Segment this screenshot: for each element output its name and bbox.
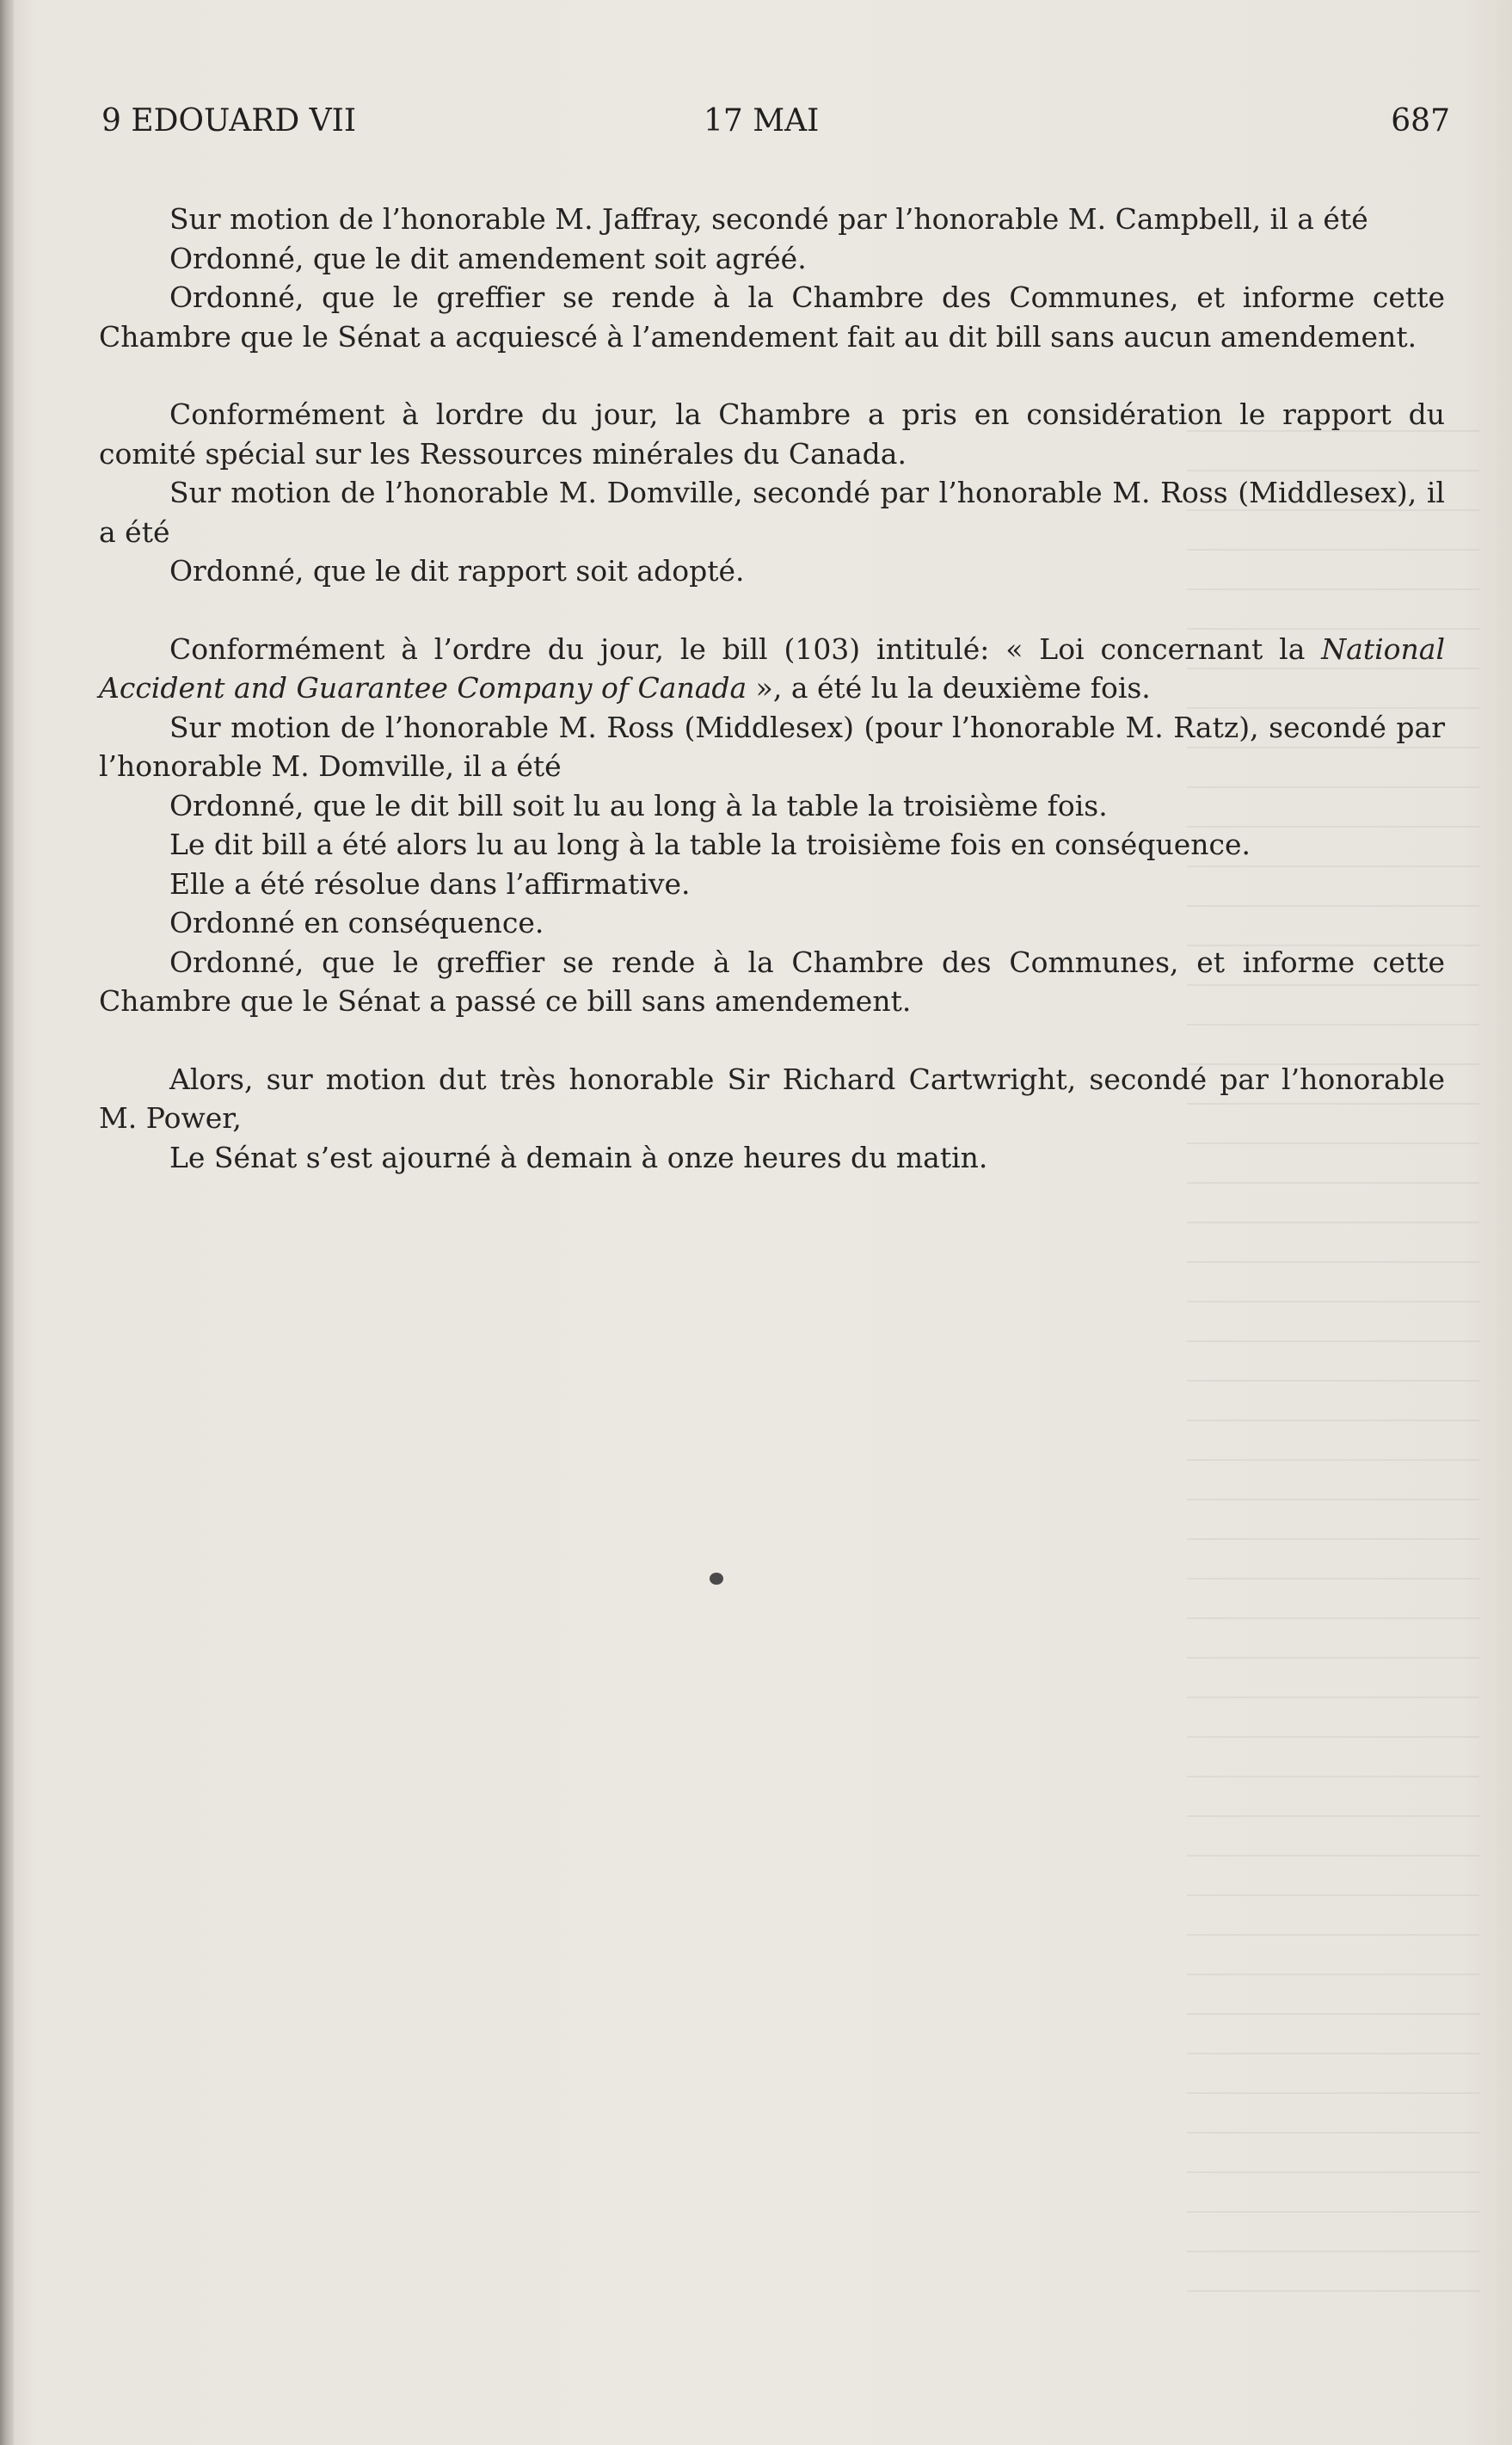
paragraph-motion-ross: Sur motion de l’honorable M. Ross (Middlesex) (pour l’honorable M. Ratz), secondé par l’honorable M. Domville, il a été xyxy=(99,710,1445,783)
bill-text-after: », a été lu la deuxième fois. xyxy=(747,671,1151,705)
header-date: 17 MAI xyxy=(704,103,820,139)
header-reign: 9 EDOUARD VII xyxy=(101,103,357,139)
paragraph-order-clerk-1: Ordonné, que le greffier se rende à la Chambre des Communes, et informe cette Chambre que le Sénat a acquiescé à l’amendement fait au dit bill sans aucun amendement. xyxy=(99,280,1445,354)
bill-text-before: Conformément à l’ordre du jour, le bill (103) intitulé: « Loi concernant la xyxy=(169,631,1322,666)
paragraph-order-clerk-2: Ordonné, que le greffier se rende à la Chambre des Communes, et informe cette Chambre que le Sénat a passé ce bill sans amendement. xyxy=(99,945,1445,1018)
paragraph-ordered: Ordonné en conséquence. xyxy=(169,906,544,939)
paragraph-third-reading-done: Le dit bill a été alors lu au long à la table la troisième fois en conséquence. xyxy=(169,828,1251,861)
paragraph-order-of-day-report: Conformément à lordre du jour, la Chambre a pris en considération le rapport du comité spécial sur les Ressources minérales du Canada. xyxy=(99,397,1445,471)
journal-body xyxy=(99,200,1445,1177)
running-header xyxy=(101,103,1450,155)
paragraph-affirmative: Elle a été résolue dans l’affirmative. xyxy=(169,866,691,901)
paragraph-third-reading-order: Ordonné, que le dit bill soit lu au long à la table la troisième fois. xyxy=(169,788,1108,822)
paragraph-report-adopted: Ordonné, que le dit rapport soit adopté. xyxy=(169,554,745,588)
ink-speck xyxy=(710,1573,723,1585)
page-binding-edge xyxy=(0,0,14,2445)
paragraph-bill-103 xyxy=(99,630,1445,708)
paragraph-motion-cartwright: Alors, sur motion dut très honorable Sir Richard Cartwright, secondé par l’honorable M. Power, xyxy=(99,1062,1445,1135)
paragraph-adjournment: Le Sénat s’est ajourné à demain à onze heures du matin. xyxy=(169,1140,988,1174)
paragraph-motion-jaffray: Sur motion de l’honorable M. Jaffray, secondé par l’honorable M. Campbell, il a été xyxy=(169,202,1368,236)
page-number: 687 xyxy=(1391,103,1450,139)
bill-company-name: National Accident and Guarantee Company of Canada xyxy=(99,631,1445,705)
paragraph-motion-domville: Sur motion de l’honorable M. Domville, secondé par l’honorable M. Ross (Middlesex), il a été xyxy=(99,476,1445,549)
paragraph-order-amendment: Ordonné, que le dit amendement soit agréé. xyxy=(169,241,807,275)
